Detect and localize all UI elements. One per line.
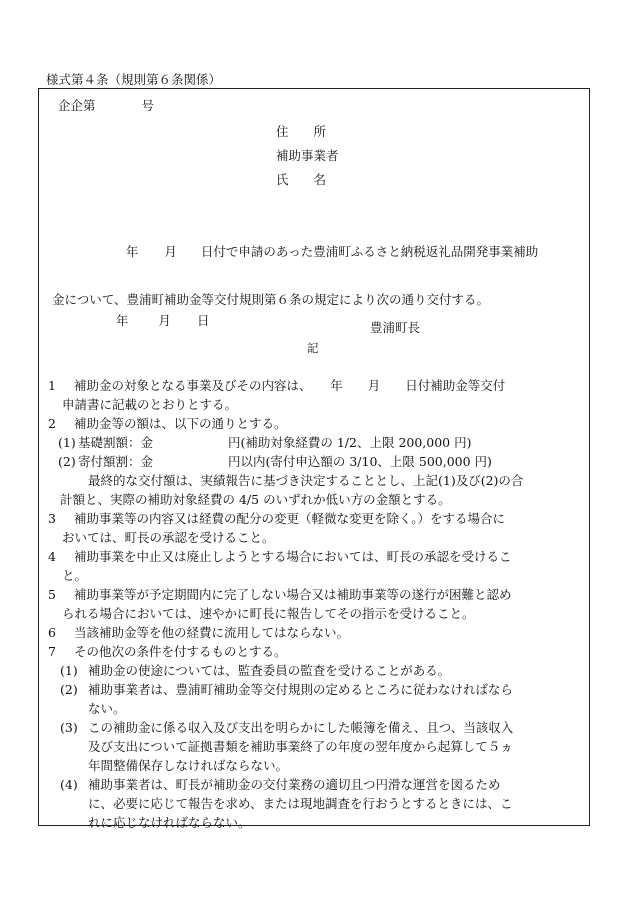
issue-month: 月: [158, 313, 171, 328]
sub-text: 補助金の使途については、監査委員の監査を受けることがある。: [88, 663, 451, 678]
item-text-cont: と。: [62, 568, 88, 583]
sub-number: (4): [60, 777, 78, 792]
sub-number: (2): [58, 454, 76, 469]
item-text-cont: おいては、町長の承認を受けること。: [62, 530, 275, 545]
intro-day-text: 日付で申請のあった豊浦町ふるさと納税返礼品開発事業補助: [200, 244, 539, 259]
address-label: 住 所: [276, 124, 327, 139]
sub-item-7-2: [48, 680, 586, 718]
item-number: 3: [48, 511, 56, 526]
business-label: 補助事業者: [276, 148, 339, 163]
sub-text-cont: 及び支出について証拠書類を補助事業終了の年度の翌年度から起算して５ヵ: [88, 739, 513, 754]
ki-heading: 記: [307, 341, 319, 355]
document-number: [58, 96, 154, 114]
sub-number: (2): [60, 682, 78, 697]
item-7: [48, 642, 586, 661]
sub-item-7-3: [48, 718, 586, 775]
item-1: [48, 376, 586, 414]
issuer-name: 豊浦町長: [370, 320, 421, 335]
item-2-note: [48, 471, 586, 509]
item-3: [48, 509, 586, 547]
sub-number: (1): [60, 663, 78, 678]
sub-item-7-4: [48, 775, 586, 832]
conditions-list: [48, 376, 586, 832]
item-text: 補助事業等が予定期間内に完了しない場合又は補助事業等の遂行が困難と認め: [74, 587, 512, 602]
item-number: 5: [48, 587, 56, 602]
intro-line2: 金について、豊浦町補助金等交付規則第６条の規定により次の通り交付する。: [52, 292, 490, 307]
item-2: [48, 414, 586, 433]
sub-text: 寄付額割：金 円以内(寄付申込額の 3/10、上限 500,000 円): [78, 454, 492, 469]
item-text: 補助事業等の内容又は経費の配分の変更（軽微な変更を除く。）をする場合に: [74, 511, 506, 526]
recipient-block: [276, 120, 339, 192]
item-number: 7: [48, 644, 56, 659]
sub-text: 補助事業者は、豊浦町補助金等交付規則の定めるところに従わなければなら: [88, 682, 514, 697]
item-text: その他次の条件を付するものとする。: [74, 644, 287, 659]
issue-date: [100, 296, 209, 344]
item-text: 補助金の対象となる事業及びその内容は、 年 月 日付補助金等交付: [74, 378, 506, 393]
item-text-cont: られる場合においては、速やかに町長に報告してその指示を受けること。: [62, 606, 475, 621]
sub-item-7-1: [48, 661, 586, 680]
form-reference: 様式第４条（規則第６条関係）: [46, 72, 222, 87]
item-text-cont: 申請書に記載のとおりとする。: [62, 397, 238, 412]
item-text: 補助事業を中止又は廃止しようとする場合においては、町長の承認を受けるこ: [74, 549, 512, 564]
sub-text: この補助金に係る収入及び支出を明らかにした帳簿を備え、且つ、当該収入: [88, 720, 514, 735]
item-text: 当該補助金等を他の経費に流用してはならない。: [74, 625, 350, 640]
item-5: [48, 585, 586, 623]
doc-number-prefix: 企企第: [58, 98, 96, 113]
item-text: 補助金等の額は、以下の通りとする。: [74, 416, 287, 431]
issue-year: 年: [115, 313, 129, 328]
sub-number: (1): [58, 435, 76, 450]
sub-text-cont: ない。: [88, 701, 126, 716]
name-label: 氏 名: [276, 172, 327, 187]
sub-text-cont: れに応じなければならない。: [88, 815, 251, 830]
item-number: 4: [48, 549, 56, 564]
sub-text: 基礎割額：金 円(補助対象経費の 1/2、上限 200,000 円): [78, 435, 472, 450]
doc-number-suffix: 号: [141, 98, 155, 113]
issue-day: 日: [196, 313, 210, 328]
item-number: 1: [48, 378, 56, 393]
sub-item-2-1: [48, 433, 586, 452]
item-6: [48, 623, 586, 642]
intro-year: 年: [125, 244, 139, 259]
note-line-cont: 計額と、実際の補助対象経費の 4/5 のいずれか低い方の金額とする。: [60, 492, 451, 507]
item-number: 6: [48, 625, 56, 640]
sub-item-2-2: [48, 452, 586, 471]
intro-month: 月: [164, 244, 177, 259]
sub-text-cont: 年間整備保存しなければならない。: [88, 758, 289, 773]
sub-text: 補助事業者は、町長が補助金の交付業務の適切且つ円滑な運営を図るため: [88, 777, 501, 792]
note-line: 最終的な交付額は、実績報告に基づき決定することとし、上記(1)及び(2)の合: [88, 473, 524, 488]
item-4: [48, 547, 586, 585]
sub-number: (3): [60, 720, 78, 735]
sub-text-cont: に、必要に応じて報告を求め、または現地調査を行おうとするときには、こ: [88, 796, 513, 811]
item-number: 2: [48, 416, 56, 431]
